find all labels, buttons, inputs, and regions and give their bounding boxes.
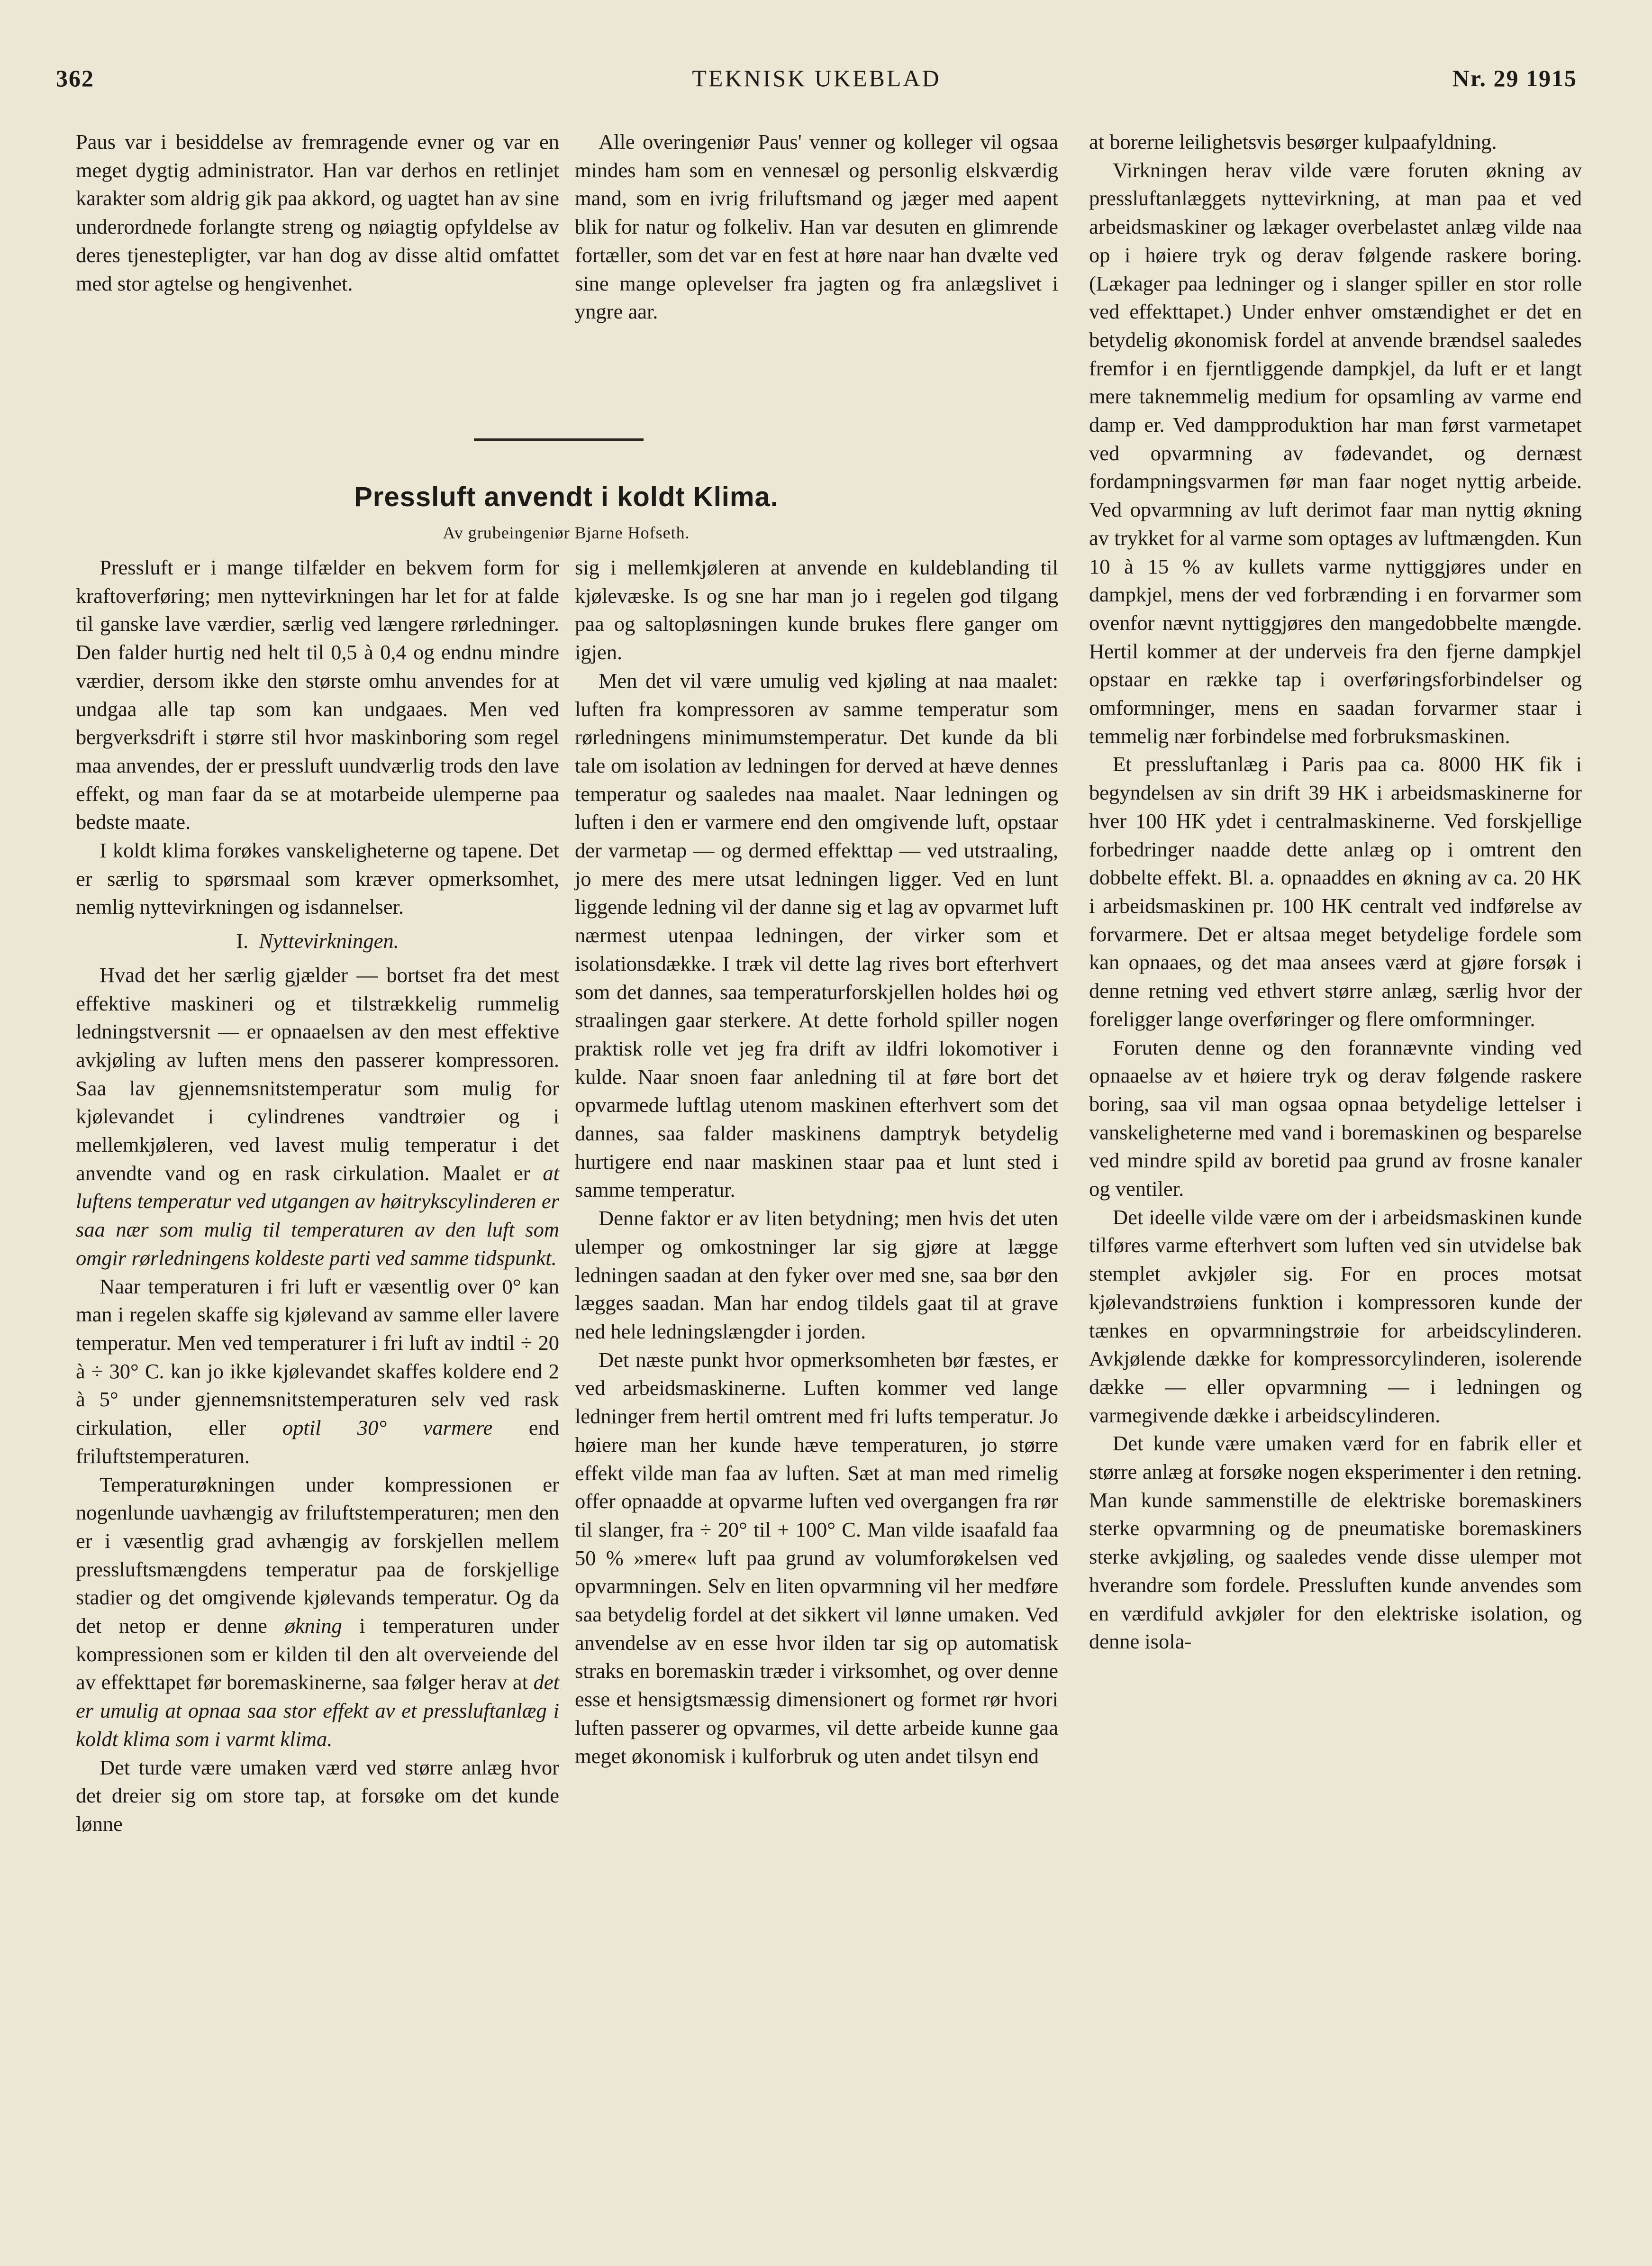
page-number: 362 — [56, 65, 94, 91]
obituary-column-1 — [76, 128, 559, 298]
obituary-column-2 — [575, 128, 1058, 326]
section-title: Nyttevirkningen. — [259, 929, 399, 953]
article-paragraph: Et pressluftanlæg i Paris paa ca. 8000 HK fik i begyndelsen av sin drift 39 HK i arbeidsmaskinerne for hver 100 HK ydet i centralmaskinerne. Ved forskjellige forbedringer naadde dette anlæg op i omtrent den dobbelte effekt. Bl. a. opnaaddes en økning av ca. 20 HK i arbeidsmaskinen pr. 100 HK centralt ved indførelse av forvarmere. Det er altsaa meget betydelige fordele som kan opnaaes, og det maa ansees værd at gjøre forsøk i denne retning ved ethvert større anlæg, særlig hvor der foreligger lange overføringer og flere omformninger. — [1089, 752, 1582, 1031]
emphasis-text: økning — [284, 1614, 342, 1638]
paragraph-text: i temperaturen under kompressionen som er kilden til den alt overveiende del av effekttapet før boremaskinerne, saa følger herav at — [76, 1614, 560, 1694]
article-paragraph: Det turde være umaken værd ved større anlæg hvor det dreier sig om store tap, at forsøke om det kunde lønne — [76, 1755, 559, 1836]
article-paragraph: sig i mellemkjøleren at anvende en kuldeblanding til kjølevæske. Is og sne har man jo i regelen god tilgang paa og saltopløsningen kunde brukes flere ganger om igjen. — [575, 555, 1058, 664]
issue-number: Nr. 29 1915 — [1452, 65, 1577, 91]
article-column-1 — [76, 554, 559, 1838]
article-paragraph: Foruten denne og den forannævnte vinding ved opnaaelse av et høiere tryk og derav følgende raskere boring, saa vil man ogsaa opnaa betydelige lettelser i vanskeligheterne med vand i boremaskinen og besparelse ved mindre spild av boretid paa grund av frosne kanaler og ventiler. — [1089, 1035, 1582, 1201]
article-paragraph: Virkningen herav vilde være foruten økning av pressluftanlæggets nyttevirkning, at man paa et ved arbeidsmaskiner og lækager overbelastet anlæg vilde naa op i høiere tryk og derav følgende raskere boring. (Lækager paa ledninger og i slanger spiller en stor rolle ved effekttapet.) Under enhver omstændighet er det en betydelig økonomisk fordel at anvende brændsel saaledes fremfor i en fjerntliggende dampkjel, da luft er et langt mere taknemmelig medium for opsamling av varme end damp er. Ved dampproduktion har man først varmetapet ved opvarmning av fødevandet, og dernæst fordampningsvarmen før man faar noget nyttig arbeide. Ved opvarmning av luft derimot faar man nyttig økning av trykket for al varme som optages av luftmængden. Kun 10 à 15 % av kullets varme nyttiggjøres under en dampkjel, mens der ved forbrænding i en forvarmer som ovenfor nævnt nyttiggjøres den mangedobbelte mængde. Hertil kommer at der underveis fra den fjerne dampkjel opstaar en række tap i overføringsforbindelser og omformninger, mens en saadan forvarmer staar i temmelig nær forbindelse med forbruksmaskinen. — [1089, 158, 1582, 748]
section-divider — [474, 438, 644, 441]
article-title: Pressluft anvendt i koldt Klima. — [354, 482, 779, 512]
section-heading — [76, 927, 559, 956]
section-number: I. — [236, 929, 249, 953]
emphasis-text: optil 30° varmere — [282, 1416, 493, 1440]
article-column-3 — [1089, 128, 1582, 1656]
article-byline: Av grubeingeniør Bjarne Hofseth. — [443, 523, 690, 542]
obituary-paragraph: Paus var i besiddelse av fremragende evner og var en meget dygtig administrator. Han var derhos en retlinjet karakter som aldrig gik paa akkord, og uagtet han av sine underordnede forlangte streng og nøiagtig opfyldelse av deres tjenestepligter, var han dog av disse altid omfattet med stor agtelse og hengivenhet. — [76, 130, 559, 295]
paragraph-text: Hvad det her særlig gjælder — bortset fra det mest effektive maskineri og et tilstrækkelig rummelig ledningstversnit — er opnaaelsen av den mest effektive avkjøling av luften mens den passerer kompressoren. Saa lav gjennemsnitstemperatur som mulig for kjølevandet i cylindrenes vandtrøier og i mellemkjøleren, ved lavest mulig temperatur i det anvendte vand og en rask cirkulation. Maalet er — [76, 963, 559, 1185]
article-paragraph: Denne faktor er av liten betydning; men hvis det uten ulemper og omkostninger lar sig gjøre at lægge ledningen saadan at den fyker over med sne, saa bør den lægges saadan. Man har endog tildels gaat til at grave ned hele ledningslængder i jorden. — [575, 1206, 1058, 1343]
article-paragraph — [76, 961, 559, 1273]
article-paragraph: Det næste punkt hvor opmerksomheten bør fæstes, er ved arbeidsmaskinerne. Luften kommer ved lange ledninger frem hertil omtrent med fri lufts temperatur. Jo høiere man her kunde hæve temperaturen, jo større effekt vilde man faa av luften. Sæt at man med rimelig offer opnaadde at opvarme luften ved overgangen fra rør til slanger, fra ÷ 20° til + 100° C. Man vilde isaafald faa 50 % »mere« luft paa grund av volumforøkelsen ved opvarmningen. Selv en liten opvarmning vil her medføre saa betydelig fordel at det sikkert vil lønne umaken. Ved anvendelse av en esse hvor ilden tar sig op automatisk straks en boremaskin træder i virksomhet, og over denne esse et hensigtsmæssig dimensionert og formet rør hvori luften passerer og opvarmes, vil dette arbeide kunne gaa meget økonomisk i kulforbruk og uten andet tilsyn end — [575, 1347, 1058, 1768]
article-column-2 — [575, 554, 1058, 1770]
article-paragraph: I koldt klima forøkes vanskeligheterne og tapene. Det er særlig to spørsmaal som kræver opmerksomhet, nemlig nyttevirkningen og isdannelser. — [76, 838, 559, 919]
article-paragraph: Det kunde være umaken værd for en fabrik eller et større anlæg at forsøke nogen eksperimenter i den retning. Man kunde sammenstille de elektriske boremaskiners sterke opvarmning og de pneumatiske boremaskiners sterke avkjøling, og saaledes vende disse ulemper mot hverandre som fordele. Pressluften kunde anvendes som en værdifuld avkjøler for den elektriske isolation, og denne isola- — [1089, 1431, 1582, 1654]
paragraph-text: end friluftstemperaturen. — [76, 1416, 559, 1468]
article-paragraph — [76, 1273, 559, 1471]
article-paragraph: Det ideelle vilde være om der i arbeidsmaskinen kunde tilføres varme efterhvert som luften ved sin utvidelse bak stemplet avkjøler sig. For en proces motsat kjølevandstrøiens funktion i kompressoren kunde der tænkes en opvarmningstrøie for arbeidscylinderen. Avkjølende dække for kompressorcylinderen, isolerende dække — eller opvarmning — i ledningen og varmegivende dække i arbeidscylinderen. — [1089, 1205, 1582, 1427]
journal-title: TEKNISK UKEBLAD — [692, 65, 941, 91]
emphasis-text: det er umulig at opnaa saa stor effekt av et pressluftanlæg i koldt klima som i varmt klima. — [76, 1670, 560, 1751]
article-paragraph: at borerne leilighetsvis besørger kulpaafyldning. — [1089, 130, 1497, 154]
paragraph-text: Temperaturøkningen under kompressionen er nogenlunde uavhængig av friluftstemperaturen; men den er i væsentlig grad avhængig av forskjellen mellem pressluftsmængdens temperatur paa de forskjellige stadier og det omgivende kjølevands temperatur. Og da det netop er denne — [76, 1472, 559, 1638]
emphasis-text: at luftens temperatur ved utgangen av høitrykscylinderen er saa nær som mulig til temperaturen av den luft som omgir rørledningens koldeste parti ved samme tidspunkt. — [76, 1161, 559, 1270]
article-paragraph: Pressluft er i mange tilfælder en bekvem form for kraftoverføring; men nyttevirkningen har let for at falde til ganske lave værdier, særlig ved længere rørledninger. Den falder hurtig ned helt til 0,5 à 0,4 og endnu mindre værdier, dersom ikke den største omhu anvendes for at undgaa alle tap som kan undgaaes. Men ved bergverksdrift i større stil hvor maskinboring som regel maa anvendes, der er pressluft uundværlig trods den lave effekt, og man faar da se at motarbeide ulemperne paa bedste maate. — [76, 555, 559, 834]
page-header — [56, 56, 1577, 99]
article-paragraph — [76, 1471, 559, 1754]
article-paragraph: Men det vil være umulig ved kjøling at naa maalet: luften fra kompressoren av samme temperatur som rørledningens minimumstemperatur. Det kunde da bli tale om isolation av ledningen for derved at hæve dennes temperatur og saaledes naa maalet. Naar ledningen og luften i den er varmere end den omgivende luft, opstaar der varmetap — og dermed effekttap — ved utstraaling, jo mere des mere utsat ledningen ligger. Ved en lunt liggende ledning vil der danne sig et lag av opvarmet luft nærmest utenpaa ledningen, der virker som et isolationsdække. I træk vil dette lag rives bort efterhvert som det dannes, saa temperaturforskjellen holdes høi og straalingen gaar sterkere. At dette forhold spiller nogen praktisk rolle vet jeg fra drift av ildfri lokomotiver i kulde. Naar snoen faar anledning til at føre bort det opvarmede luftlag utenom maskinen efterhvert som det dannes, saa falder maskinens damptryk betydelig hurtigere end naar maskinen staar paa et lunt sted i samme temperatur. — [575, 668, 1058, 1202]
paragraph-text: Naar temperaturen i fri luft er væsentlig over 0° kan man i regelen skaffe sig kjølevand av samme eller lavere temperatur. Men ved temperaturer i fri luft av indtil ÷ 20 à ÷ 30° C. kan jo ikke kjølevandet skaffes koldere end 2 à 5° under gjennemsnitstemperaturen selv ved rask cirkulation, eller — [76, 1274, 559, 1440]
obituary-paragraph: Alle overingeniør Paus' venner og kolleger vil ogsaa mindes ham som en vennesæl og personlig elskværdig mand, som en ivrig friluftsmand og jæger med aapent blik for natur og folkeliv. Han var desuten en glimrende fortæller, som det var en fest at høre naar han dvælte ved sine mange oplevelser fra jagten og fra anlægslivet i yngre aar. — [575, 130, 1058, 324]
